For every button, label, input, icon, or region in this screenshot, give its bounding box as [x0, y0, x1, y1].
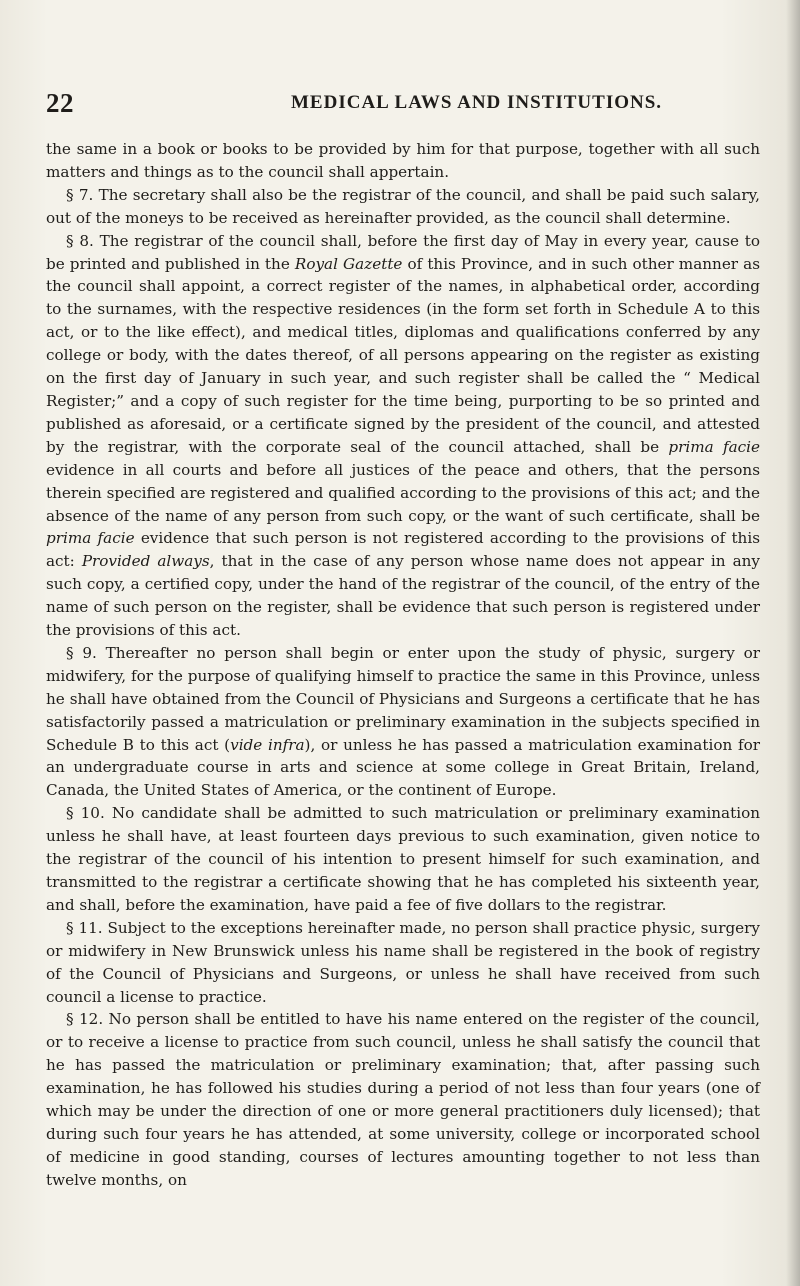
- section-7: § 7. The secretary shall also be the registrar of the council, and shall be paid such salary, out of the moneys to be received as hereinafter provided, as the council shall determine.: [46, 185, 760, 227]
- section-11: § 11. Subject to the exceptions hereinafter made, no person shall practice physic, surgery or midwifery in New Brunswick unless his name shall be registered in the book of registry of the Council of Physicians and Surgeons, or unless he shall have received from such council a license to practice.: [46, 918, 760, 1006]
- section-8: § 8. The registrar of the council shall, before the first day of May in every year, cause to be printed and published in the Royal Gazette of this Province, and in such other manner as the council shall appoint, a correct register of the names, in alphabetical order, according to the surnames, with the respective residences (in the form set forth in Schedule A to this act, or to the like effect), and medical titles, diplomas and qualifications conferred by any college or body, with the dates thereof, of all persons appearing on the register as existing on the first day of January in such year, and such register shall be called the “ Medical Register;” and a copy of such register for the time being, purporting to be so printed and published as aforesaid, or a certificate signed by the president of the council, and attested by the registrar, with the corporate seal of the council attached, shall be prima facie evidence in all courts and before all justices of the peace and others, that the persons therein specified are registered and qualified according to the provisions of this act; and the absence of the name of any person from such copy, or the want of such certificate, shall be prima facie evidence that such person is not registered according to the provisions of this act: Provided always, that in the case of any person whose name does not appear in any such copy, a certified copy, under the hand of the registrar of the council, of the entry of the name of such person on the register, shall be evidence that such person is registered under the provisions of this act.: [46, 231, 760, 640]
- section-10: § 10. No candidate shall be admitted to such matriculation or preliminary examination unless he shall have, at least fourteen days previous to such examination, given notice to the registrar of the council of his intention to present himself for such examination, and transmitted to the registrar a certificate showing that he has completed his sixteenth year, and shall, before the examination, have paid a fee of five dollars to the registrar.: [46, 804, 760, 914]
- section-9: § 9. Thereafter no person shall begin or enter upon the study of physic, surgery or midwifery, for the purpose of qualifying himself to practice the same in this Province, unless he shall have obtained from the Council of Physicians and Surgeons a certificate that he has satisfactorily passed a matriculation or preliminary examination in the subjects specified in Schedule B to this act (vide infra), or unless he has passed a matriculation examination for an undergraduate course in arts and science at some college in Great Britain, Ireland, Canada, the United States of America, or the continent of Europe.: [46, 643, 760, 800]
- page-edge-shadow: [786, 0, 800, 1286]
- body-text: [46, 138, 760, 1192]
- section-12: § 12. No person shall be entitled to have his name entered on the register of the council, or to receive a license to practice from such council, unless he shall satisfy the council that he has passed the matriculation or preliminary examination; that, after passing such examination, he has followed his studies during a period of not less than four years (one of which may be under the direction of one or more general practitioners duly licensed); that during such four years he has attended, at some university, college or incorporated school of medicine in good standing, courses of lectures amounting together to not less than twelve months, on: [46, 1010, 760, 1189]
- page-header: [20, 88, 780, 118]
- running-head: MEDICAL LAWS AND INSTITUTIONS.: [291, 92, 663, 113]
- paragraph-continuation: the same in a book or books to be provided by him for that purpose, together with all such matters and things as to the council shall appertain.: [46, 140, 760, 181]
- page-number: 22: [46, 88, 74, 118]
